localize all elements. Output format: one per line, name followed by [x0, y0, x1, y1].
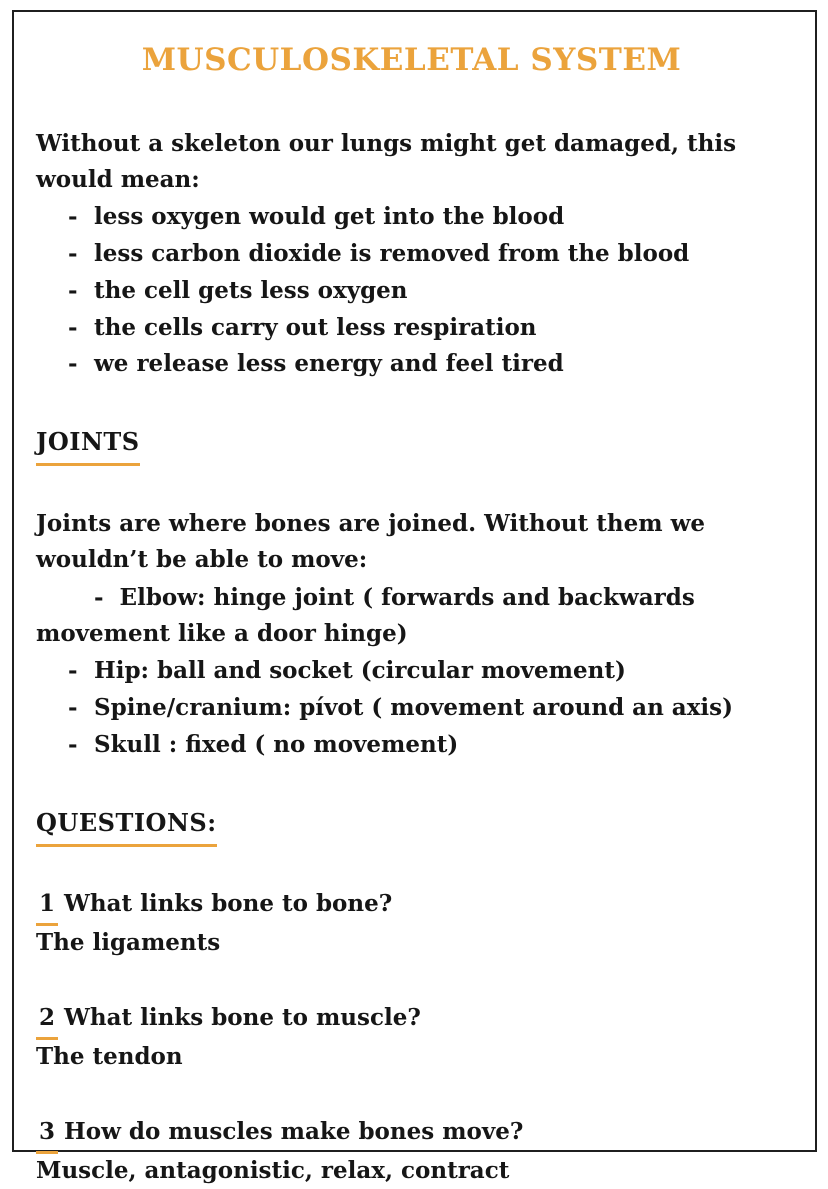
answer-text: Muscle, antagonistic, relax, contract — [36, 1157, 510, 1185]
answer-text: The ligaments — [36, 929, 221, 957]
question-number: 1 — [36, 887, 58, 927]
question-number: 2 — [36, 1001, 58, 1041]
question-block — [36, 1001, 787, 1075]
list-item: - the cell gets less oxygen — [36, 273, 787, 310]
joints-bullet-list — [36, 580, 787, 764]
question-block — [36, 1115, 787, 1189]
questions-section — [36, 764, 787, 1189]
joints-heading: JOINTS — [36, 427, 140, 466]
question-block — [36, 887, 787, 961]
question-line — [36, 887, 787, 927]
question-text: What links bone to muscle? — [64, 1003, 421, 1031]
question-text: How do muscles make bones move? — [64, 1117, 524, 1145]
document-page — [12, 10, 817, 1185]
intro-lead: Without a skeleton our lungs might get damaged, this would mean: — [36, 130, 737, 193]
list-item: - Skull : fixed ( no movement) — [36, 727, 787, 764]
list-item: - Elbow: hinge joint ( forwards and backwards movement like a door hinge) — [36, 580, 787, 654]
list-item: - less oxygen would get into the blood — [36, 199, 787, 236]
intro-bullet-list — [36, 199, 787, 383]
questions-heading: QUESTIONS: — [36, 808, 217, 847]
list-item: - Hip: ball and socket (circular movement) — [36, 653, 787, 690]
list-item: - the cells carry out less respiration — [36, 310, 787, 347]
question-line — [36, 1115, 787, 1155]
question-number: 3 — [36, 1115, 58, 1155]
list-item: - less carbon dioxide is removed from the blood — [36, 236, 787, 273]
joints-lead: Joints are where bones are joined. Without them we wouldn’t be able to move: — [36, 510, 706, 573]
list-item: - Spine/cranium: pívot ( movement around an axis) — [36, 690, 787, 727]
question-text: What links bone to bone? — [64, 889, 393, 917]
list-item: - we release less energy and feel tired — [36, 346, 787, 383]
answer-text: The tendon — [36, 1043, 183, 1071]
joints-section — [36, 383, 787, 763]
page-title: MUSCULOSKELETAL SYSTEM — [141, 42, 682, 78]
question-line — [36, 1001, 787, 1041]
